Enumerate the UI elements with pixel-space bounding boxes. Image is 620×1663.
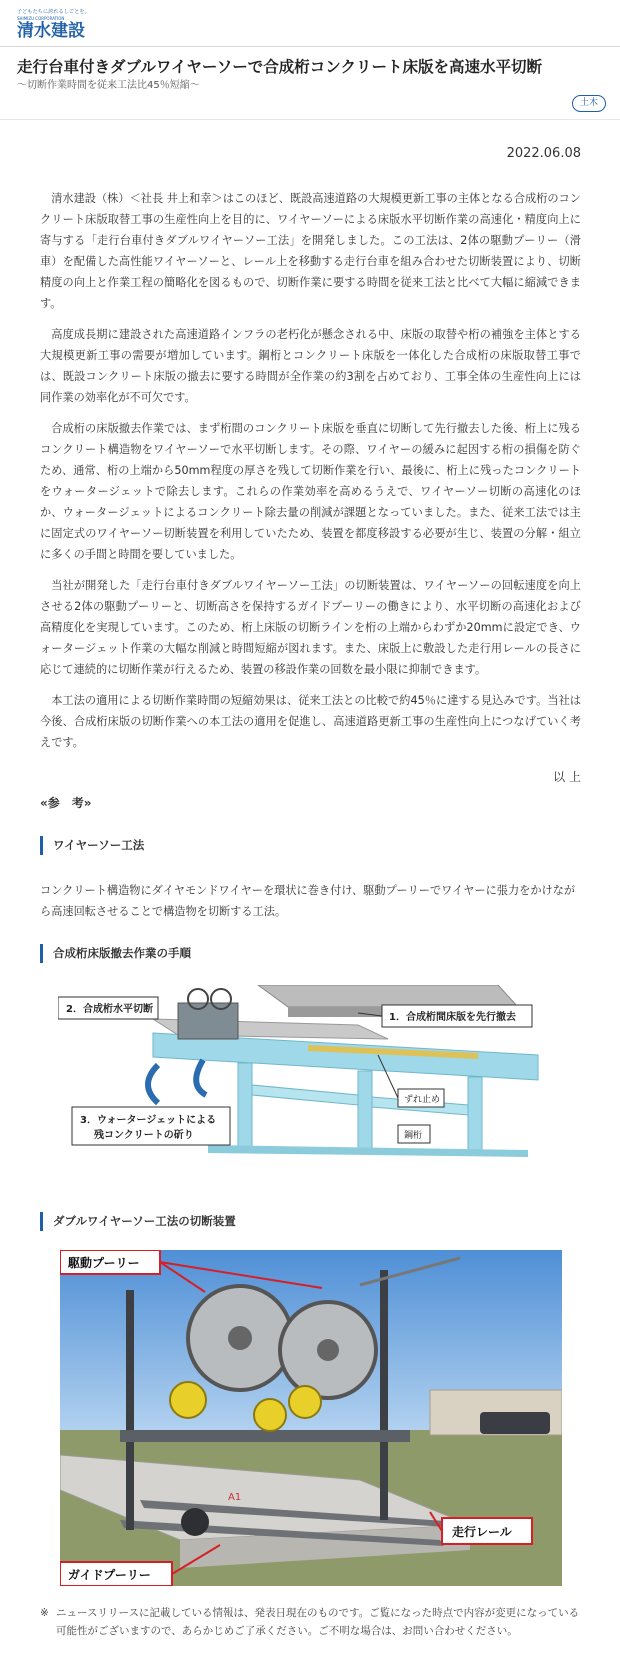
logo-tagline: 子どもたちに誇れるしごとを。 [17, 9, 90, 15]
section-heading-procedure: 合成桁床版撤去作業の手順 [40, 944, 191, 963]
note-text: ニュースリリースに記載している情報は、発表日現在のものです。ご覧になった時点で内容が変更になっている可能性がございますので、あらかじめご了承ください。ご不明な場合は、お問い合わせください。 [56, 1607, 580, 1637]
page-subtitle: ～切断作業時間を従来工法比45％短縮～ [17, 80, 200, 91]
steel-girder [153, 1033, 538, 1080]
rail-label: 走行レール [452, 1525, 512, 1539]
category-tag[interactable]: 土木 [572, 95, 606, 112]
parked-car [480, 1412, 550, 1434]
cutting-device-photo [60, 1250, 562, 1586]
device-post [126, 1290, 134, 1530]
removed-slab [258, 985, 518, 1007]
paragraph: 清水建設（株）＜社長 井上和幸＞はこのほど、既設高速道路の大規模更新工事の主体となる合成桁のコンクリート床版取替工事の生産性向上を目的に、ワイヤーソーによる床版水平切断作業の高速化・精度向上に寄与する「走行台車付きダブルワイヤーソー工法」を開発しました。この工法は、2体の駆動プーリー（滑車）を配備した高性能ワイヤーソーと、レール上を移動する走行台車を組み合わせた切断装置により、切断精度の向上と作業工程の簡略化を図るもので、切断作業に要する時間を従来工法と比べて大幅に縮減できます。 [40, 192, 581, 310]
paragraph: 当社が開発した「走行台車付きダブルワイヤーソー工法」の切断装置は、ワイヤーソーの回転速度を向上させる2体の駆動プーリーと、切断高さを保持するガイドプーリーの働きにより、水平切断の高速化および高精度化を実現しています。このため、桁上床版の切断ラインを桁の上端からわずか20mmに設定でき、ウォータージェット作業の大幅な削減と時間短縮が図れます。また、床版上に敷設した走行用レールの長さに応じて連続的に切断作業が行えるため、装置の移設作業の回数を最小限に抑制できます。 [40, 579, 581, 676]
step3-label-line1: 3．ウォータージェットによる [80, 1115, 217, 1126]
step3-label-line2: 残コンクリートの斫り [94, 1130, 194, 1141]
drive-pulley-label: 駆動プーリー [68, 1256, 140, 1270]
procedure-diagram [58, 985, 573, 1165]
steel-girder-web [358, 1071, 372, 1151]
drive-pulley-left-hub [228, 1326, 252, 1350]
page-title: 走行台車付きダブルワイヤーソーで合成桁コンクリート床版を高速水平切断 [17, 58, 542, 76]
paragraph: 合成桁の床版撤去作業では、まず桁間のコンクリート床版を垂直に切断して先行撤去した後、桁上に残るコンクリート構造物をワイヤーソーで水平切断します。その際、ワイヤーの緩みに起因する桁の損傷を防ぐため、通常、桁の上端から50mm程度の厚さを残して切断作業を行い、最後に、桁上に残ったコンクリートをウォータージェットで除去します。これらの作業効率を高めるうえで、ワイヤーソー切断の高速化のほか、ウォータージェットによるコンクリート除去量の削減が課題となっていました。また、従来工法では主に固定式のワイヤーソー切断装置を利用していたため、装置を都度移設する必要が生じ、装置の分解・組立に多くの手間と時間を要していました。 [40, 422, 581, 561]
guide-pulley [254, 1399, 286, 1431]
paragraph: 本工法の適用による切断作業時間の短縮効果は、従来工法との比較で約45％に達する見込みです。当社は今後、合成桁床版の切断作業への本工法の適用を促進し、高速道路更新工事の生産性向上につなげていく考えです。 [40, 694, 581, 749]
logo-company-name: 清水建設 [17, 21, 85, 41]
paragraph: 高度成長期に建設された高速道路インフラの老朽化が懸念される中、床版の取替や桁の補強を主体とする大規模更新工事の需要が増加しています。鋼桁とコンクリート床版を一体化した合成桁の床版取替工事では、既設コンクリート床版の撤去に要する時間が全作業の約3割を占めており、工事全体の生産性向上には同作業の効率化が不可欠です。 [40, 328, 581, 404]
girder-brace [252, 1085, 358, 1105]
title-divider [0, 119, 620, 120]
shear-connector-label: ずれ止め [404, 1095, 441, 1105]
flow-arrow-icon [196, 1060, 206, 1095]
release-date: 2022.06.08 [506, 146, 581, 161]
guide-pulley [170, 1382, 206, 1418]
device-crossbar [120, 1430, 410, 1442]
header-divider [0, 46, 620, 47]
section-heading-wire-saw: ワイヤーソー工法 [40, 836, 144, 855]
device-post [380, 1270, 388, 1520]
rail-marking: A1 [228, 1492, 242, 1503]
note-mark: ※ [40, 1607, 49, 1619]
closing-mark: 以 上 [553, 770, 581, 784]
steel-girder-label: 鋼桁 [404, 1131, 423, 1141]
guide-pulley-label: ガイドプーリー [68, 1568, 151, 1582]
disclaimer-note [40, 1604, 585, 1640]
step1-label: 1．合成桁間床版を先行撤去 [389, 1012, 516, 1023]
step2-label: 2．合成桁水平切断 [66, 1004, 153, 1015]
wire-saw-frame [178, 1003, 238, 1039]
flow-arrow-icon [148, 1065, 158, 1103]
company-logo[interactable] [17, 8, 107, 41]
steel-girder-web [238, 1063, 252, 1151]
drive-pulley-right-hub [317, 1339, 339, 1361]
section-heading-device: ダブルワイヤーソー工法の切断装置 [40, 1212, 236, 1231]
steel-girder-web [468, 1077, 482, 1153]
guide-pulley [289, 1386, 321, 1418]
reference-heading: «参 考» [40, 796, 92, 810]
wire-saw-definition: コンクリート構造物にダイヤモンドワイヤーを環状に巻き付け、駆動プーリーでワイヤーに張力をかけながら高速回転させることで構造物を切断する工法。 [40, 884, 576, 918]
article-body [40, 188, 581, 763]
logo-corp-name: SHIMIZU CORPORATION [17, 16, 65, 21]
carriage-wheel [181, 1508, 209, 1536]
